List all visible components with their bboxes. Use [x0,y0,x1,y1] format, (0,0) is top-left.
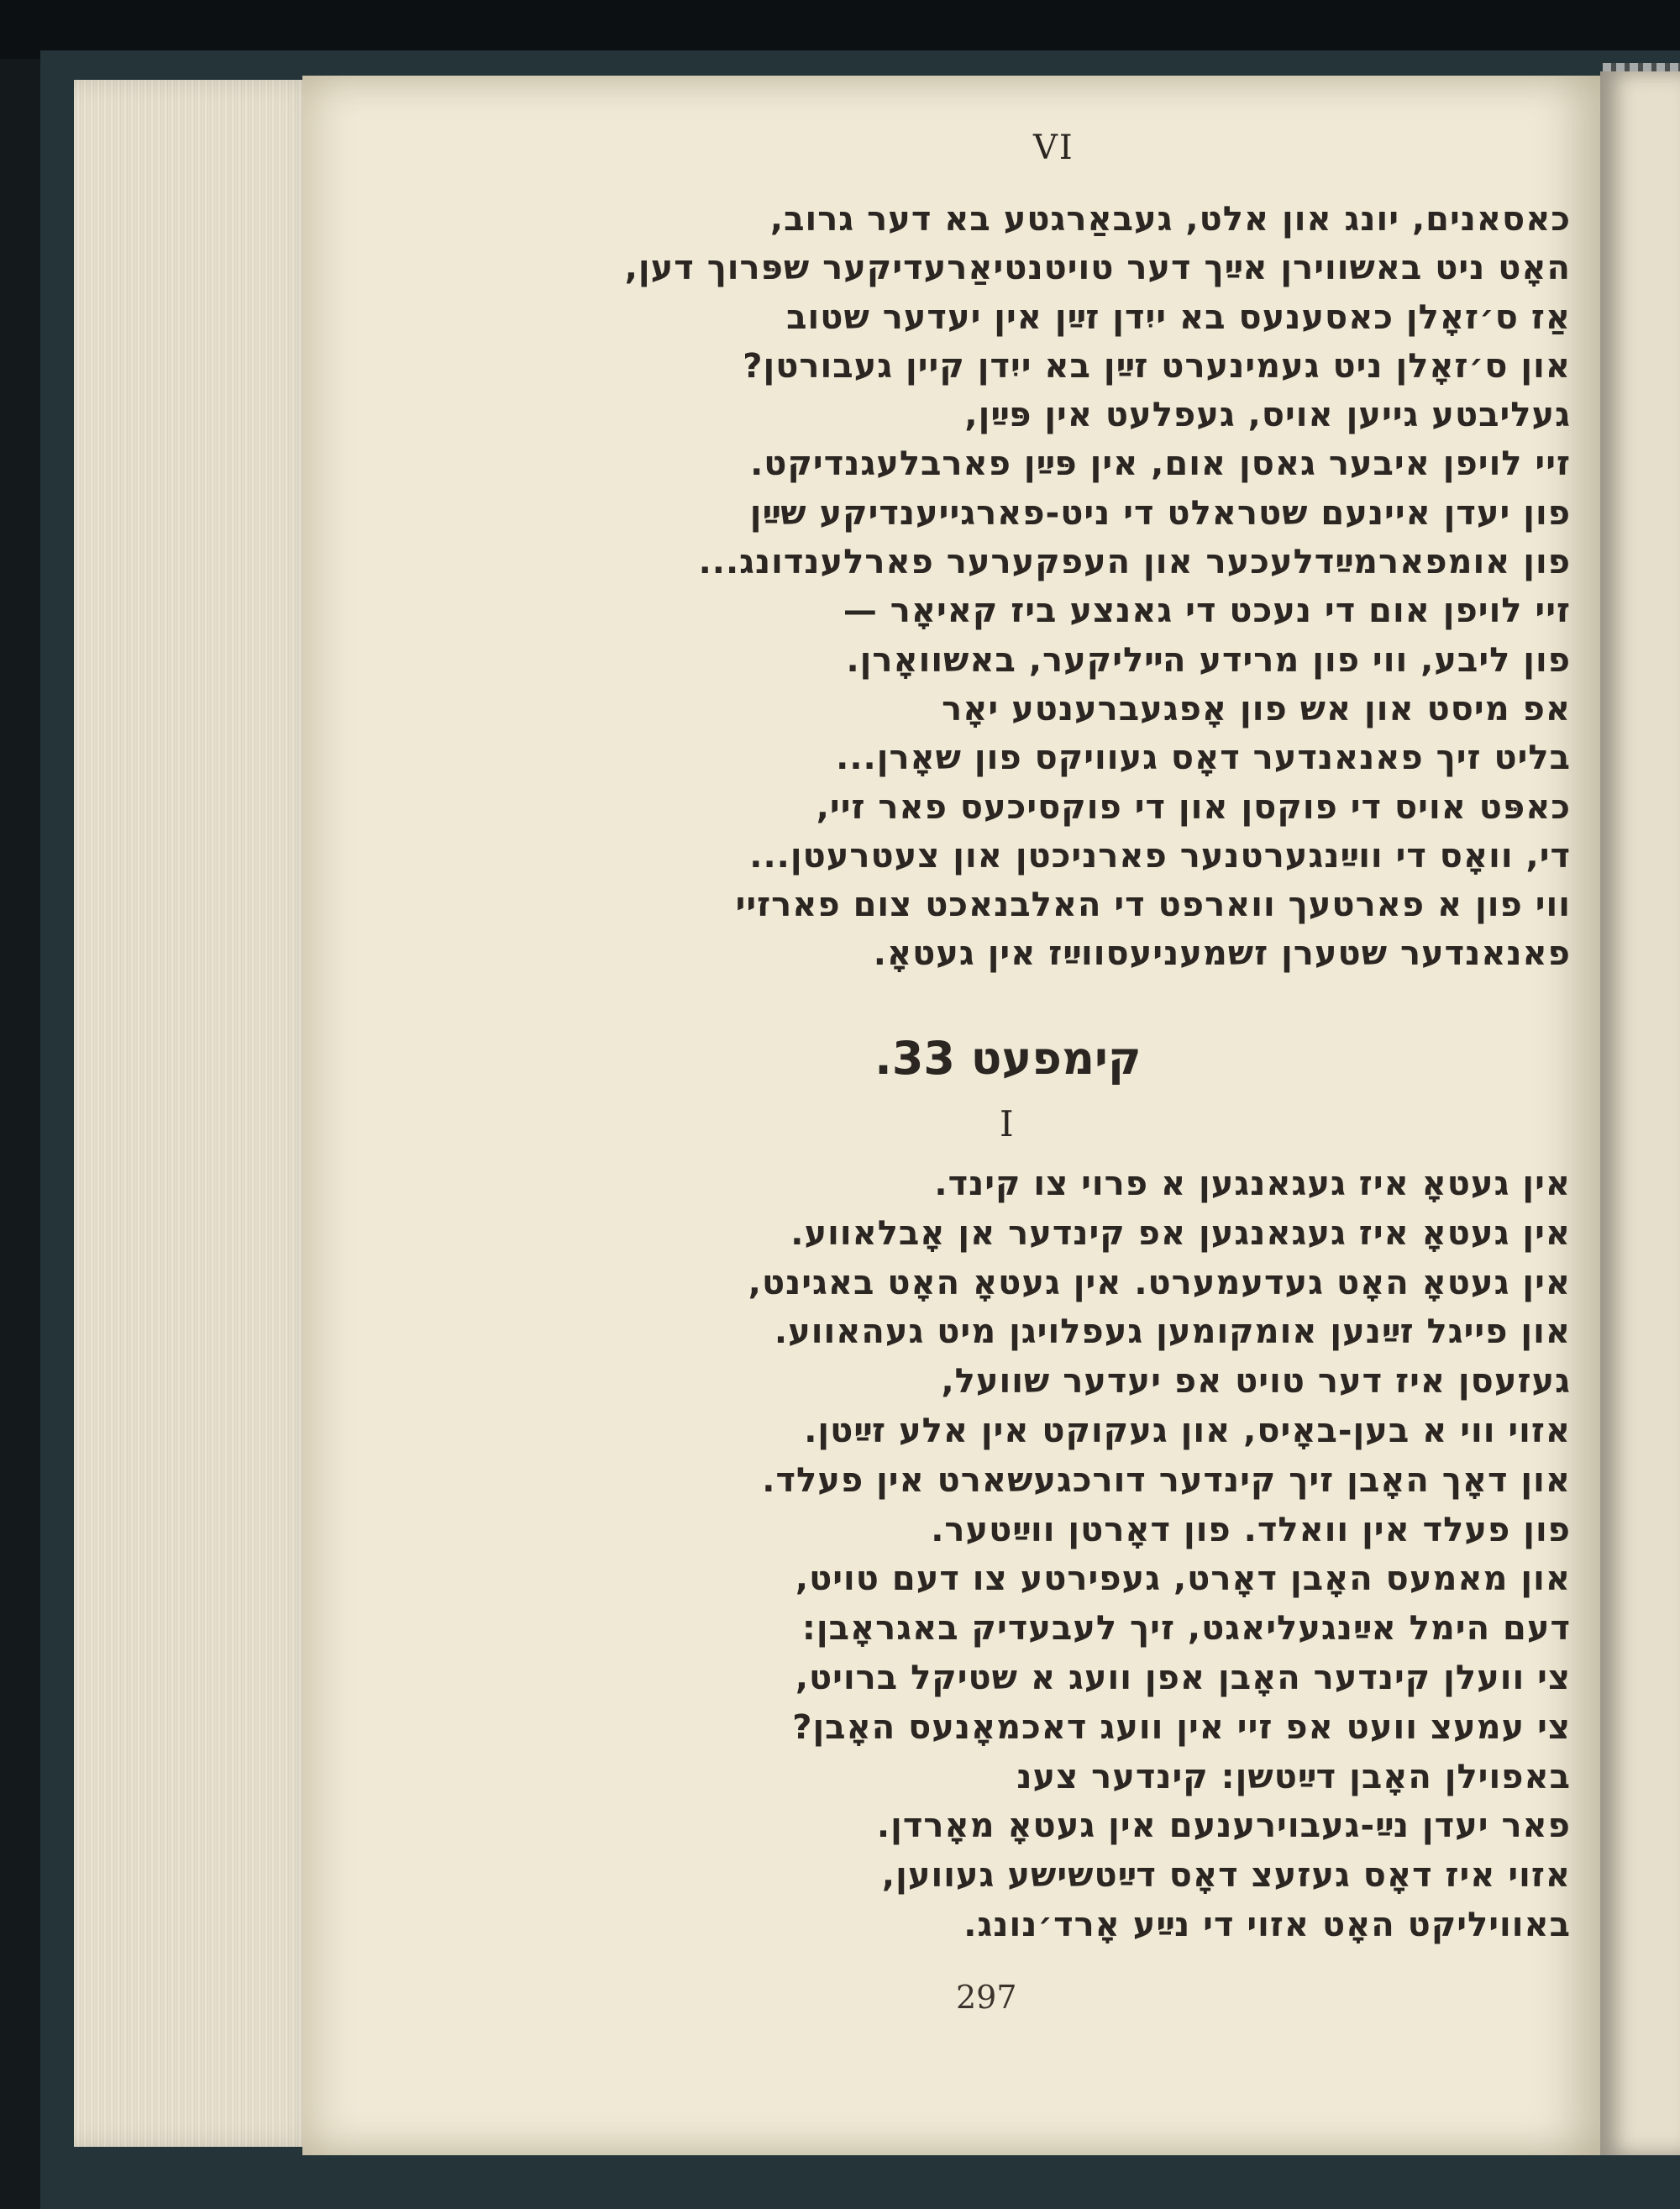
text-line: אזוי איז דאָס געזעצ דאָס דײַטשישע געווען, [881,1856,1571,1896]
poem-continued-block [521,195,1571,979]
text-line: אזוי ווי א בען-באָיס, און געקוקט אין אלע זײַטן. [804,1411,1571,1450]
text-line: אין געטאָ האָט געדעמערט. אין געטאָ האָט באגינט, [748,1263,1571,1302]
text-line: דעם הימל אײַנגעליאגט, זיך לעבעדיק באגראָבן: [801,1609,1571,1649]
text-line: פון ליבע, ווי פון מרידע הײליקער, באשוואָרן. [846,640,1571,680]
text-line: צי עמעצ וועט אפ זיי אין וועג דאכמאָנעס האָבן? [792,1707,1571,1747]
text-line: ווי פון א פארטעך ווארפט די האלבנאכט צום פארזיי [735,886,1571,925]
text-line: פון יעדן איינעם שטראלט די ניט-פארגייענדיקע שײַן [749,493,1571,533]
text-line: צי וועלן קינדער האָבן אפן וועג א שטיקל ברויט, [795,1658,1571,1697]
text-line: אין געטאָ איז געגאנגען אפ קינדער אן אָבלאווע. [790,1213,1571,1253]
text-line: און מאמעס האָבן דאָרט, געפירטע צו דעם טויט, [795,1559,1571,1599]
section-part-number: I [1000,1103,1014,1144]
section-title [857,1032,1159,1085]
page-header-roman: VI [1033,129,1074,167]
text-line: כאפּט אויס די פוקסן און די פוקסיכעס פאר זיי, [816,787,1571,827]
page-edges [74,80,326,2147]
text-line: פאנאנדער שטערן זשמעניעסווײַז אין געטאָ. [873,934,1571,974]
text-line: אפ מיסט און אש פון אָפגעברענטע יאָר [942,689,1571,728]
text-line: פון אומפארמײַדלעכער און העפקערער פארלענדונג... [698,543,1571,582]
text-line: אין געטאָ איז געגאנגען א פרוי צו קינד. [934,1165,1571,1203]
text-line: האָט ניט באשווירן אײַך דער טויטנטיאַרעדיקער שפּרוך דען, [624,249,1571,288]
text-line: זיי לויפן אום די נעכט די גאנצע ביז קאיאָר — [843,592,1571,631]
text-line: אַז ס׳זאָלן כאסענעס בא ייִדן זײַן אין יעדער שטוב [786,297,1571,337]
section-title-text: קימפעט [970,1032,1142,1085]
text-line: געליבטע גייען אויס, געפלעט אין פּײַן, [964,396,1571,435]
text-line: געזעסן איז דער טויט אפ יעדער שוועל, [941,1362,1571,1402]
text-line: כאסאנים, יונג און אלט, געבאַרגטע בא דער גרוב, [769,200,1571,239]
text-line: און דאָך האָבן זיך קינדער דורכגעשארט אין פעלד. [762,1460,1571,1500]
text-line: באפוילן האָבן דײַטשן: קינדער צענ [1016,1757,1571,1796]
text-line: זיי לויפן איבער גאסן אום, אין פּײַן פארבלעגנדיקט. [750,444,1571,484]
poem-block [521,1160,1571,1950]
page-number: 297 [956,1979,1017,2016]
text-line: פון פעלד אין וואלד. פון דאָרטן ווײַטער. [931,1510,1571,1549]
text-line: און ס׳זאָלן ניט געמינערט זײַן בא ייִדן קיין געבורטן? [743,346,1571,386]
text-line: באוויליקט האָט אזוי די נײַע אָרד׳נונג. [963,1905,1571,1944]
text-line: און פייגל זײַנען אומקומען געפלויגן מיט געהאווע. [774,1312,1571,1352]
facing-page [1600,71,1680,2155]
section-number: 33. [874,1032,955,1085]
text-line: בליט זיך פאנאנדער דאָס געוויקס פון שאָרן... [836,739,1571,778]
text-line: די, וואָס די ווײַנגערטנער פארניכטן און צעטרעטן... [749,836,1571,876]
text-line: פאר יעדן נײַ-געבוירענעם אין געטאָ מאָרדן. [876,1807,1571,1846]
